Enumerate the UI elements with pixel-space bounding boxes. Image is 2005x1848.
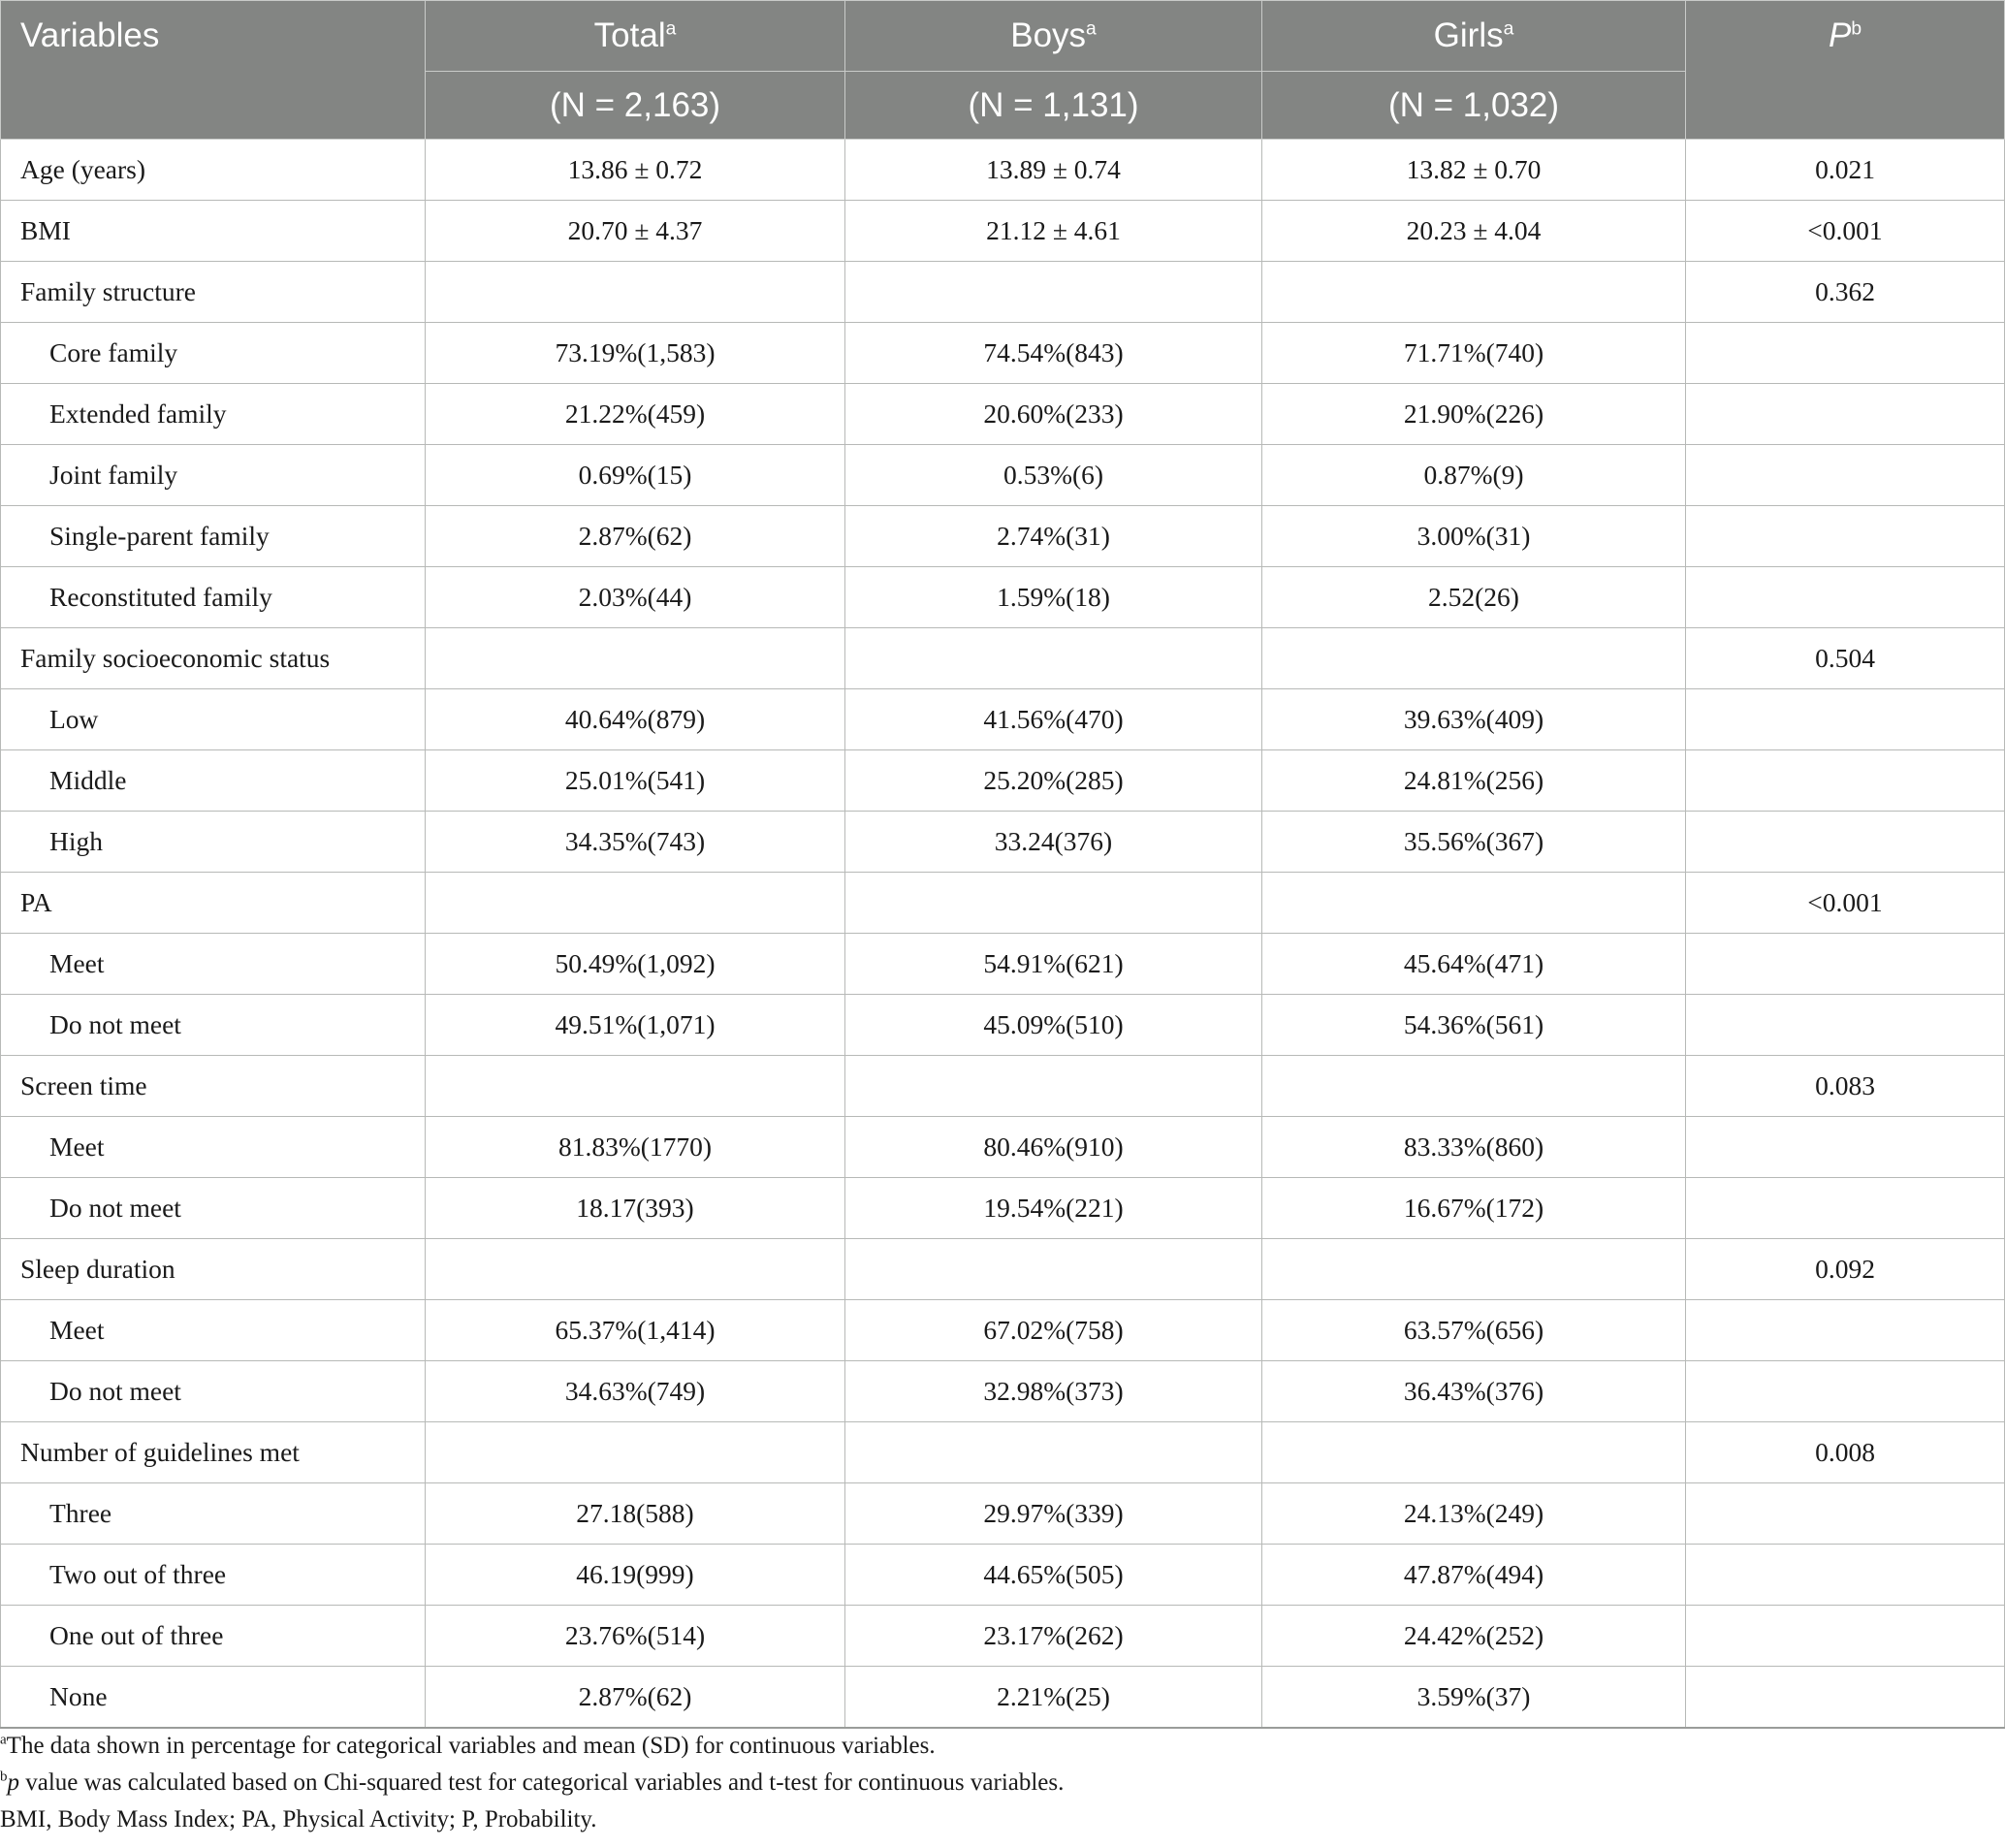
table-row-subcategory bbox=[1, 384, 2005, 445]
cell-boys: 13.89 ± 0.74 bbox=[845, 140, 1262, 201]
cell-girls bbox=[1262, 262, 1686, 323]
table-row-subcategory bbox=[1, 567, 2005, 628]
cell-girls: 16.67%(172) bbox=[1262, 1178, 1686, 1239]
table-row-variable bbox=[1, 1056, 2005, 1117]
cell-variable-label: Meet bbox=[1, 934, 426, 995]
cell-girls bbox=[1262, 873, 1686, 934]
cell-p-value: 0.083 bbox=[1686, 1056, 2005, 1117]
cell-total: 40.64%(879) bbox=[426, 689, 845, 750]
cell-total: 2.03%(44) bbox=[426, 567, 845, 628]
header-girls bbox=[1262, 1, 1686, 72]
cell-total bbox=[426, 1422, 845, 1483]
cell-variable-label: Middle bbox=[1, 750, 426, 812]
cell-total: 25.01%(541) bbox=[426, 750, 845, 812]
cell-total: 49.51%(1,071) bbox=[426, 995, 845, 1056]
cell-variable-label: Meet bbox=[1, 1117, 426, 1178]
cell-girls bbox=[1262, 628, 1686, 689]
cell-variable-label: Family structure bbox=[1, 262, 426, 323]
cell-girls: 20.23 ± 4.04 bbox=[1262, 201, 1686, 262]
cell-total: 81.83%(1770) bbox=[426, 1117, 845, 1178]
cell-variable-label: PA bbox=[1, 873, 426, 934]
cell-variable-label: High bbox=[1, 812, 426, 873]
header-boys-footnote-mark: a bbox=[1086, 18, 1097, 40]
cell-p-value: 0.504 bbox=[1686, 628, 2005, 689]
cell-variable-label: Number of guidelines met bbox=[1, 1422, 426, 1483]
cell-boys: 32.98%(373) bbox=[845, 1361, 1262, 1422]
cell-girls: 3.00%(31) bbox=[1262, 506, 1686, 567]
cell-boys bbox=[845, 873, 1262, 934]
cell-p-value: <0.001 bbox=[1686, 873, 2005, 934]
table-row-subcategory bbox=[1, 812, 2005, 873]
header-girls-n: (N = 1,032) bbox=[1262, 72, 1686, 140]
cell-p-value bbox=[1686, 445, 2005, 506]
header-boys bbox=[845, 1, 1262, 72]
cell-girls bbox=[1262, 1422, 1686, 1483]
header-variables bbox=[1, 1, 426, 140]
cell-total: 20.70 ± 4.37 bbox=[426, 201, 845, 262]
header-total-label: Total bbox=[593, 16, 666, 54]
cell-p-value bbox=[1686, 750, 2005, 812]
cell-total: 34.63%(749) bbox=[426, 1361, 845, 1422]
cell-variable-label: Do not meet bbox=[1, 1178, 426, 1239]
table-row-subcategory bbox=[1, 1483, 2005, 1545]
cell-p-value bbox=[1686, 1606, 2005, 1667]
cell-total: 0.69%(15) bbox=[426, 445, 845, 506]
table-row-subcategory bbox=[1, 1300, 2005, 1361]
cell-variable-label: Do not meet bbox=[1, 995, 426, 1056]
table-row-subcategory bbox=[1, 1117, 2005, 1178]
table-row-variable bbox=[1, 628, 2005, 689]
cell-p-value bbox=[1686, 1178, 2005, 1239]
cell-p-value bbox=[1686, 384, 2005, 445]
table-row-variable bbox=[1, 1422, 2005, 1483]
cell-p-value bbox=[1686, 567, 2005, 628]
cell-total: 13.86 ± 0.72 bbox=[426, 140, 845, 201]
header-p-value bbox=[1686, 1, 2005, 140]
cell-girls bbox=[1262, 1056, 1686, 1117]
cell-variable-label: Reconstituted family bbox=[1, 567, 426, 628]
cell-boys: 54.91%(621) bbox=[845, 934, 1262, 995]
cell-variable-label: Extended family bbox=[1, 384, 426, 445]
cell-girls: 39.63%(409) bbox=[1262, 689, 1686, 750]
cell-variable-label: Two out of three bbox=[1, 1545, 426, 1606]
cell-girls: 24.42%(252) bbox=[1262, 1606, 1686, 1667]
cell-total bbox=[426, 873, 845, 934]
footnote-abbreviations: BMI, Body Mass Index; PA, Physical Activity; P, Probability. bbox=[0, 1806, 597, 1832]
cell-boys: 80.46%(910) bbox=[845, 1117, 1262, 1178]
cell-girls: 45.64%(471) bbox=[1262, 934, 1686, 995]
table-row-subcategory bbox=[1, 506, 2005, 567]
cell-girls: 13.82 ± 0.70 bbox=[1262, 140, 1686, 201]
cell-boys: 20.60%(233) bbox=[845, 384, 1262, 445]
cell-boys: 29.97%(339) bbox=[845, 1483, 1262, 1545]
cell-p-value bbox=[1686, 689, 2005, 750]
cell-girls: 0.87%(9) bbox=[1262, 445, 1686, 506]
cell-total bbox=[426, 628, 845, 689]
table-row-variable bbox=[1, 140, 2005, 201]
cell-boys bbox=[845, 1422, 1262, 1483]
header-p-label: P bbox=[1828, 16, 1852, 54]
footnote-a-mark: a bbox=[0, 1732, 7, 1748]
table-row-subcategory bbox=[1, 934, 2005, 995]
table-row-subcategory bbox=[1, 750, 2005, 812]
cell-variable-label: Sleep duration bbox=[1, 1239, 426, 1300]
cell-total: 21.22%(459) bbox=[426, 384, 845, 445]
cell-girls: 54.36%(561) bbox=[1262, 995, 1686, 1056]
header-boys-label: Boys bbox=[1010, 16, 1087, 54]
cell-boys bbox=[845, 1056, 1262, 1117]
cell-p-value bbox=[1686, 1300, 2005, 1361]
cell-girls: 24.13%(249) bbox=[1262, 1483, 1686, 1545]
table-row-variable bbox=[1, 201, 2005, 262]
footnote-b bbox=[0, 1765, 1997, 1801]
cell-boys: 19.54%(221) bbox=[845, 1178, 1262, 1239]
header-total bbox=[426, 1, 845, 72]
footnote-a-text: The data shown in percentage for categorical variables and mean (SD) for continuous variables. bbox=[6, 1733, 936, 1759]
cell-variable-label: Three bbox=[1, 1483, 426, 1545]
cell-boys: 2.74%(31) bbox=[845, 506, 1262, 567]
cell-girls: 36.43%(376) bbox=[1262, 1361, 1686, 1422]
table-footnotes bbox=[0, 1728, 1997, 1838]
cell-variable-label: None bbox=[1, 1667, 426, 1729]
cell-p-value: 0.362 bbox=[1686, 262, 2005, 323]
cell-p-value bbox=[1686, 812, 2005, 873]
header-boys-n: (N = 1,131) bbox=[845, 72, 1262, 140]
cell-total: 34.35%(743) bbox=[426, 812, 845, 873]
cell-variable-label: Do not meet bbox=[1, 1361, 426, 1422]
cell-total bbox=[426, 1239, 845, 1300]
table-header bbox=[1, 1, 2005, 140]
cell-variable-label: BMI bbox=[1, 201, 426, 262]
table-row-variable bbox=[1, 262, 2005, 323]
cell-boys: 23.17%(262) bbox=[845, 1606, 1262, 1667]
cell-total bbox=[426, 1056, 845, 1117]
footnote-b-mark: b bbox=[0, 1768, 8, 1785]
cell-p-value: 0.021 bbox=[1686, 140, 2005, 201]
cell-variable-label: Meet bbox=[1, 1300, 426, 1361]
cell-p-value: 0.092 bbox=[1686, 1239, 2005, 1300]
cell-boys: 2.21%(25) bbox=[845, 1667, 1262, 1729]
cell-variable-label: Family socioeconomic status bbox=[1, 628, 426, 689]
table-row-subcategory bbox=[1, 995, 2005, 1056]
table-row-subcategory bbox=[1, 1606, 2005, 1667]
footnote-b-text: value was calculated based on Chi-squared test for categorical variables and t-test for continuous variables. bbox=[19, 1769, 1065, 1796]
cell-boys: 67.02%(758) bbox=[845, 1300, 1262, 1361]
cell-total: 65.37%(1,414) bbox=[426, 1300, 845, 1361]
table-row-subcategory bbox=[1, 1178, 2005, 1239]
header-total-footnote-mark: a bbox=[665, 18, 677, 40]
cell-total: 27.18(588) bbox=[426, 1483, 845, 1545]
cell-total: 18.17(393) bbox=[426, 1178, 845, 1239]
cell-boys: 44.65%(505) bbox=[845, 1545, 1262, 1606]
header-total-n: (N = 2,163) bbox=[426, 72, 845, 140]
cell-total: 50.49%(1,092) bbox=[426, 934, 845, 995]
cell-girls: 21.90%(226) bbox=[1262, 384, 1686, 445]
header-variables-label: Variables bbox=[20, 16, 160, 54]
cell-boys: 21.12 ± 4.61 bbox=[845, 201, 1262, 262]
header-girls-footnote-mark: a bbox=[1503, 18, 1514, 40]
cell-total: 73.19%(1,583) bbox=[426, 323, 845, 384]
header-girls-label: Girls bbox=[1433, 16, 1504, 54]
cell-total: 2.87%(62) bbox=[426, 1667, 845, 1729]
cell-p-value bbox=[1686, 1361, 2005, 1422]
table-row-subcategory bbox=[1, 323, 2005, 384]
cell-total: 46.19(999) bbox=[426, 1545, 845, 1606]
cell-p-value bbox=[1686, 506, 2005, 567]
cell-boys bbox=[845, 1239, 1262, 1300]
cell-boys bbox=[845, 262, 1262, 323]
cell-p-value bbox=[1686, 1483, 2005, 1545]
cell-boys: 45.09%(510) bbox=[845, 995, 1262, 1056]
table-row-subcategory bbox=[1, 1361, 2005, 1422]
cell-girls bbox=[1262, 1239, 1686, 1300]
cell-girls: 35.56%(367) bbox=[1262, 812, 1686, 873]
cell-p-value bbox=[1686, 934, 2005, 995]
cell-girls: 2.52(26) bbox=[1262, 567, 1686, 628]
table-row-subcategory bbox=[1, 1545, 2005, 1606]
cell-total bbox=[426, 262, 845, 323]
table-body bbox=[1, 140, 2005, 1729]
cell-variable-label: Low bbox=[1, 689, 426, 750]
cell-girls: 24.81%(256) bbox=[1262, 750, 1686, 812]
cell-p-value bbox=[1686, 995, 2005, 1056]
cell-p-value: <0.001 bbox=[1686, 201, 2005, 262]
table-row-subcategory bbox=[1, 689, 2005, 750]
cell-girls: 71.71%(740) bbox=[1262, 323, 1686, 384]
cell-variable-label: Core family bbox=[1, 323, 426, 384]
footnote-a bbox=[0, 1728, 1997, 1765]
cell-boys: 25.20%(285) bbox=[845, 750, 1262, 812]
table-row-subcategory bbox=[1, 1667, 2005, 1729]
cell-total: 23.76%(514) bbox=[426, 1606, 845, 1667]
cell-p-value bbox=[1686, 1667, 2005, 1729]
cell-total: 2.87%(62) bbox=[426, 506, 845, 567]
table-row-subcategory bbox=[1, 445, 2005, 506]
header-p-footnote-mark: b bbox=[1851, 18, 1862, 40]
cell-girls: 63.57%(656) bbox=[1262, 1300, 1686, 1361]
cell-p-value: 0.008 bbox=[1686, 1422, 2005, 1483]
cell-boys: 1.59%(18) bbox=[845, 567, 1262, 628]
table-row-variable bbox=[1, 873, 2005, 934]
cell-boys: 33.24(376) bbox=[845, 812, 1262, 873]
cell-variable-label: Joint family bbox=[1, 445, 426, 506]
table-row-variable bbox=[1, 1239, 2005, 1300]
cell-boys bbox=[845, 628, 1262, 689]
cell-p-value bbox=[1686, 323, 2005, 384]
cell-girls: 3.59%(37) bbox=[1262, 1667, 1686, 1729]
footnote-b-italic: p bbox=[7, 1769, 19, 1796]
cell-variable-label: One out of three bbox=[1, 1606, 426, 1667]
cell-boys: 41.56%(470) bbox=[845, 689, 1262, 750]
cell-variable-label: Single-parent family bbox=[1, 506, 426, 567]
cell-boys: 0.53%(6) bbox=[845, 445, 1262, 506]
cell-girls: 83.33%(860) bbox=[1262, 1117, 1686, 1178]
cell-girls: 47.87%(494) bbox=[1262, 1545, 1686, 1606]
cell-boys: 74.54%(843) bbox=[845, 323, 1262, 384]
cell-p-value bbox=[1686, 1117, 2005, 1178]
cell-p-value bbox=[1686, 1545, 2005, 1606]
cell-variable-label: Age (years) bbox=[1, 140, 426, 201]
cell-variable-label: Screen time bbox=[1, 1056, 426, 1117]
